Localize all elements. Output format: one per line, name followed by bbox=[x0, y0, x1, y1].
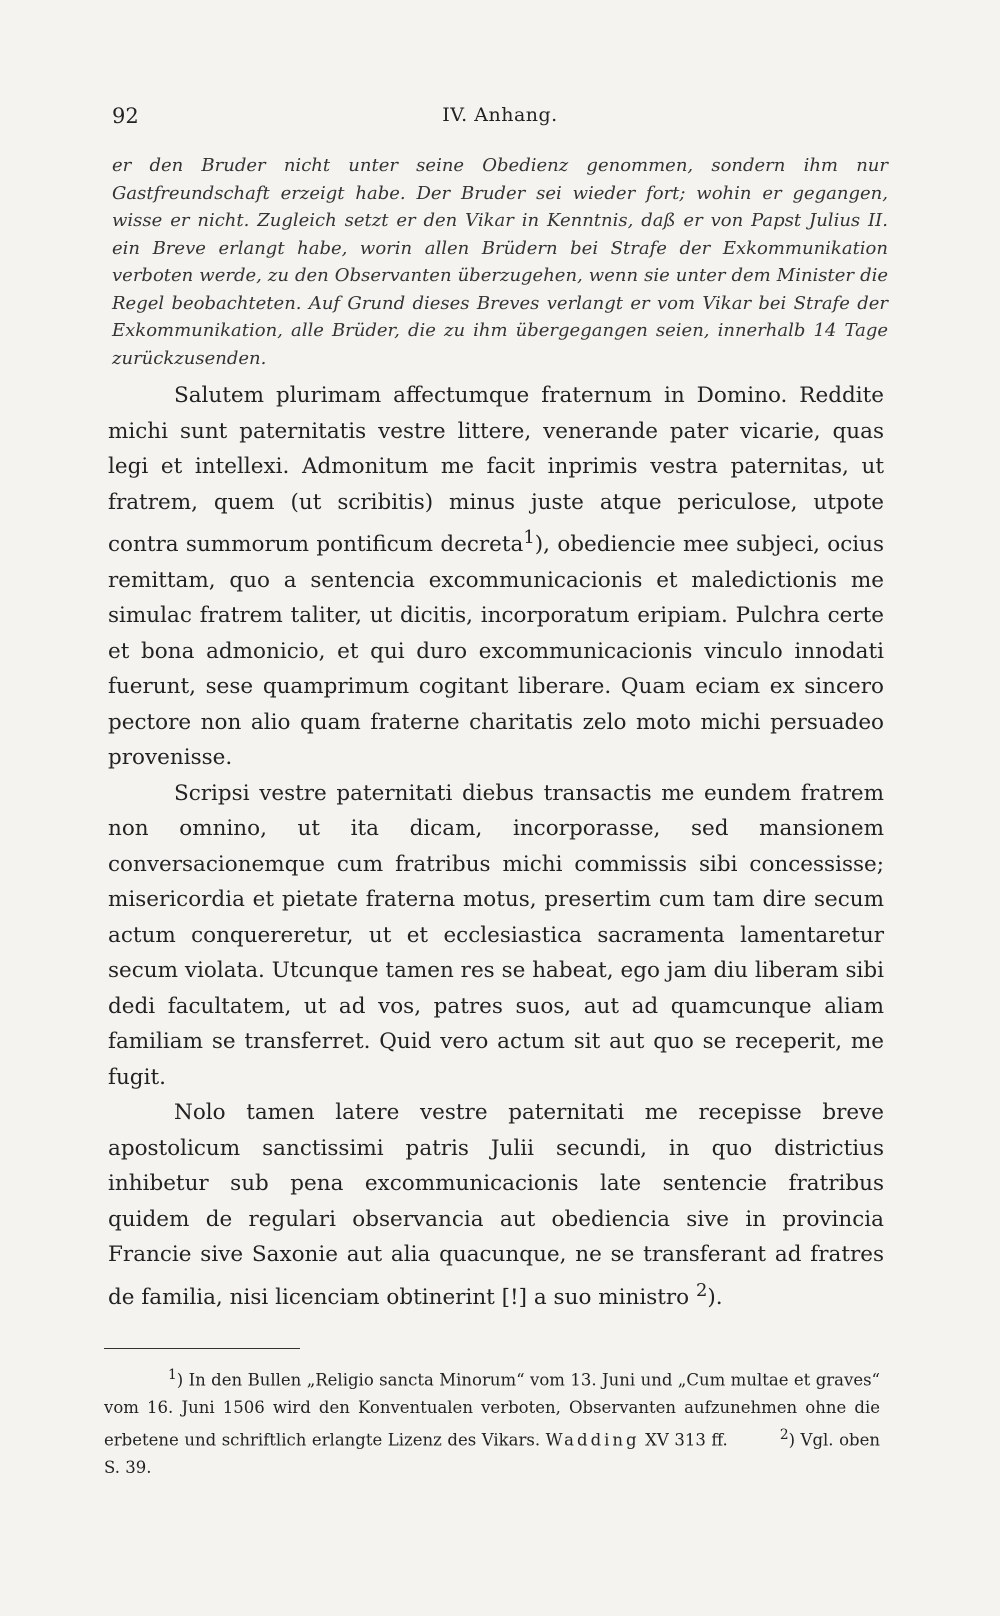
footnote-1-ref: XV 313 ff. bbox=[645, 1430, 728, 1449]
footnote-divider bbox=[104, 1348, 300, 1349]
footnote-1-mark: 1 bbox=[168, 1367, 177, 1383]
footnotes bbox=[104, 1362, 880, 1481]
page-header bbox=[112, 104, 888, 136]
latin-letter-text bbox=[108, 378, 884, 1315]
footnote-1 bbox=[104, 1362, 880, 1481]
paragraph-3 bbox=[108, 1095, 884, 1315]
paragraph-1 bbox=[108, 378, 884, 776]
footnote-ref-1: 1 bbox=[523, 527, 535, 548]
paragraph-3-text-a: Nolo tamen latere vestre paternitati me recepisse breve apostolicum sanctissimi patris Julii secundi, in quo districtius inhibetur sub pena excommunicacionis late sentencie fratribus quidem de regulari observancia aut obediencia sive in provincia Francie sive Saxonie aut alia quacunque, ne se transferant ad fratres de familia, nisi licenciam obtinerint [!] a suo ministro bbox=[108, 1100, 884, 1310]
paragraph-2: Scripsi vestre paternitati diebus transactis me eundem fratrem non omnino, ut ita dicam, incorporasse, sed mansionem conversacionemque cum fratribus michi commissis sibi concessisse; misericordia et pietate fraterna motus, presertim cum tam dire secum actum conquereretur, ut et ecclesiastica sacramenta lamentaretur secum violata. Utcunque tamen res se habeat, ego jam diu liberam sibi dedi facultatem, ut ad vos, patres suos, aut ad quamcunque aliam familiam se transferret. Quid vero actum sit aut quo se receperit, me fugit. bbox=[108, 780, 884, 1090]
footnote-2-text: ) Vgl. oben S. 39. bbox=[104, 1430, 880, 1477]
paragraph-1-text-b: ), obediencie mee subjeci, ocius remittam, quo a sentencia excommunicacionis et maledictionis me simulac fratrem taliter, ut dicitis, incorporatum eripiam. Pulchra certe et bona admonicio, et qui duro excommunicacionis vinculo innodati fuerunt, sese quamprimum cogitant liberare. Quam eciam ex sincero pectore non alio quam fraterne charitatis zelo moto michi persuadeo provenisse. bbox=[108, 532, 885, 771]
page-number: 92 bbox=[112, 104, 139, 128]
paragraph-3-text-b: ). bbox=[707, 1284, 723, 1310]
german-summary: er den Bruder nicht unter seine Obedienz genommen, sondern ihm nur Gastfreundschaft erzeigt habe. Der Bruder sei wieder fort; wohin er gegangen, wisse er nicht. Zugleich setzt er den Vikar in Kenntnis, daß er von Papst Julius II. ein Breve erlangt habe, worin allen Brüdern bei Strafe der Exkommunikation verboten werde, zu den Observanten überzugehen, wenn sie unter dem Minister die Regel beobachteten. Auf Grund dieses Breves verlangt er vom Vikar bei Strafe der Exkommunikation, alle Brüder, die zu ihm übergegangen seien, innerhalb 14 Tage zurückzusenden. bbox=[112, 155, 888, 369]
paragraph-1-text-a: Salutem plurimam affectumque fraternum in Domino. Reddite michi sunt paternitatis vestre littere, venerande pater vicarie, quas legi et intellexi. Admonitum me facit inprimis vestra paternitas, ut fratrem, quem (ut scribitis) minus juste atque periculose, utpote contra summorum pontificum decreta bbox=[108, 383, 884, 558]
footnote-1-author: Wadding bbox=[545, 1430, 640, 1449]
footnote-ref-2: 2 bbox=[695, 1279, 708, 1301]
running-head: IV. Anhang. bbox=[442, 104, 558, 126]
footnote-1-text: ) In den Bullen „Religio sancta Minorum“ vom 13. Juni und „Cum multae et graves“ vom 16. Juni 1506 wird den Konventualen verboten, Observanten aufzunehmen ohne die erbetene und schriftlich erlangte Lizenz des Vikars. bbox=[104, 1370, 880, 1449]
footnote-2-mark: 2 bbox=[779, 1426, 789, 1443]
